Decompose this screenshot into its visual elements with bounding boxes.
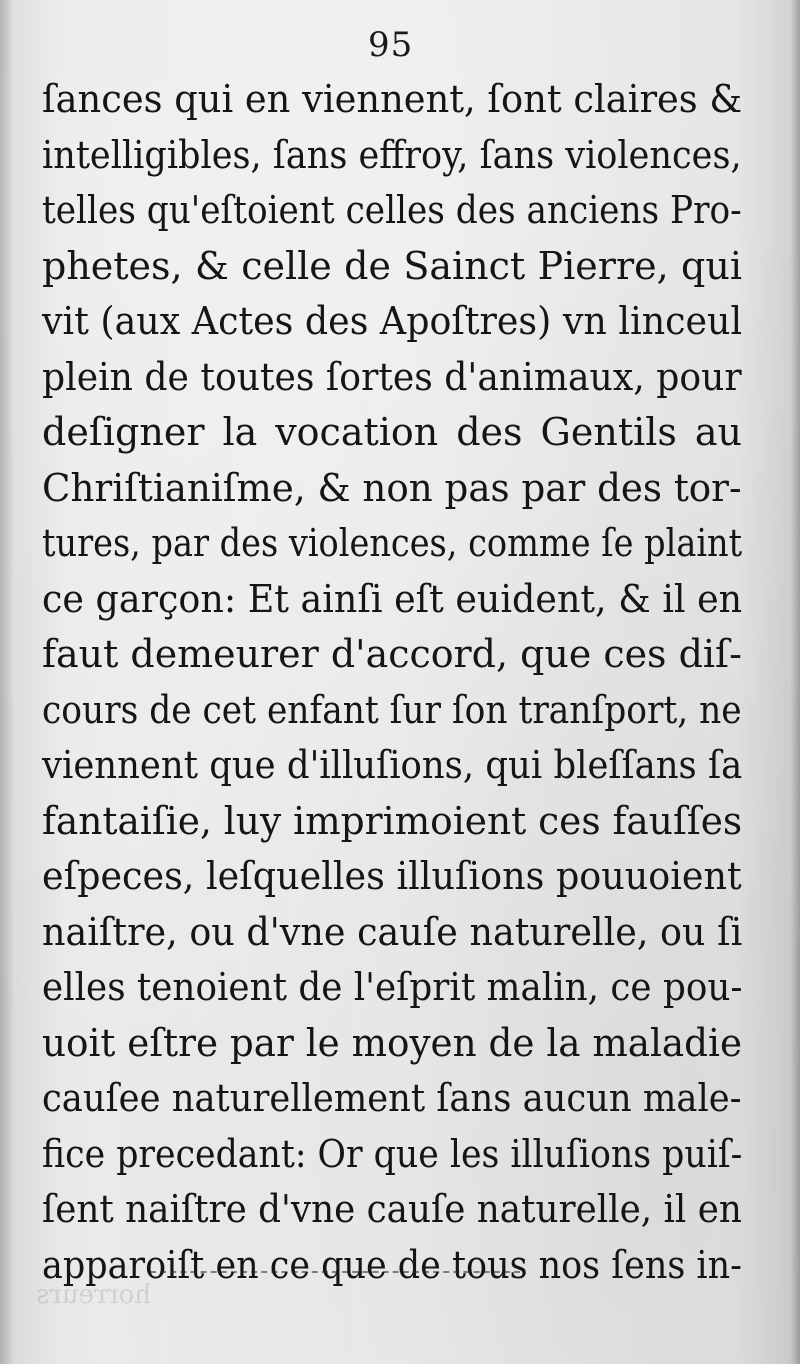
text-line: uoit eſtre par le moyen de la maladie xyxy=(42,1020,743,1065)
text-line: vit (aux Actes des Apoſtres) vn linceul xyxy=(42,299,743,343)
text-line: elles tenoient de l'eſprit malin, ce pou- xyxy=(42,965,743,1009)
text-line: deſigner la vocation des Gentils au xyxy=(42,410,742,454)
text-line: naiſtre, ou d'vne cauſe naturelle, ou ſi xyxy=(42,909,743,954)
text-line: phetes, & celle de Sainct Pierre, qui xyxy=(42,243,742,288)
text-line: eſpeces, leſquelles illuſions pouuoient xyxy=(42,854,742,898)
text-line: Chriſtianiſme, & non pas par des tor- xyxy=(42,465,742,510)
text-line: fice precedant: Or que les illuſions puiſ- xyxy=(42,1131,743,1176)
text-line: ſent naiſtre d'vne cauſe naturelle, il en xyxy=(42,1187,742,1231)
text-line: ſances qui en viennent, ſont claires & xyxy=(42,77,743,121)
text-line: cours de cet enfant ſur ſon tranſport, ne xyxy=(42,687,742,732)
text-line: cauſee naturellement ſans aucun male- xyxy=(42,1076,742,1120)
text-line: telles qu'eſtoient celles des anciens Pro- xyxy=(42,188,742,232)
text-line: intelligibles, ſans effroy, ſans violences, xyxy=(42,132,742,177)
body-text xyxy=(42,72,742,1293)
page-left-shadow xyxy=(0,0,14,1364)
bleed-through-text: horreurs xyxy=(36,1280,152,1310)
text-line: tures, par des violences, comme ſe plaint xyxy=(42,521,743,565)
text-line: ce garçon: Et ainſi eſt euident, & il en xyxy=(42,576,743,621)
text-line: apparoiſt en ce que de tous nos ſens in- xyxy=(42,1242,742,1287)
text-line: faut demeurer d'accord, que ces diſ- xyxy=(42,632,742,676)
text-line: viennent que d'illuſions, qui bleſſans ſa xyxy=(42,743,743,787)
page-number: 95 xyxy=(368,25,414,65)
text-line: plein de toutes ſortes d'animaux, pour xyxy=(42,354,742,399)
text-line: fantaiſie, luy imprimoient ces fauſſes xyxy=(42,798,743,843)
page-right-shadow xyxy=(790,0,800,1364)
underline-mark xyxy=(150,1271,520,1273)
